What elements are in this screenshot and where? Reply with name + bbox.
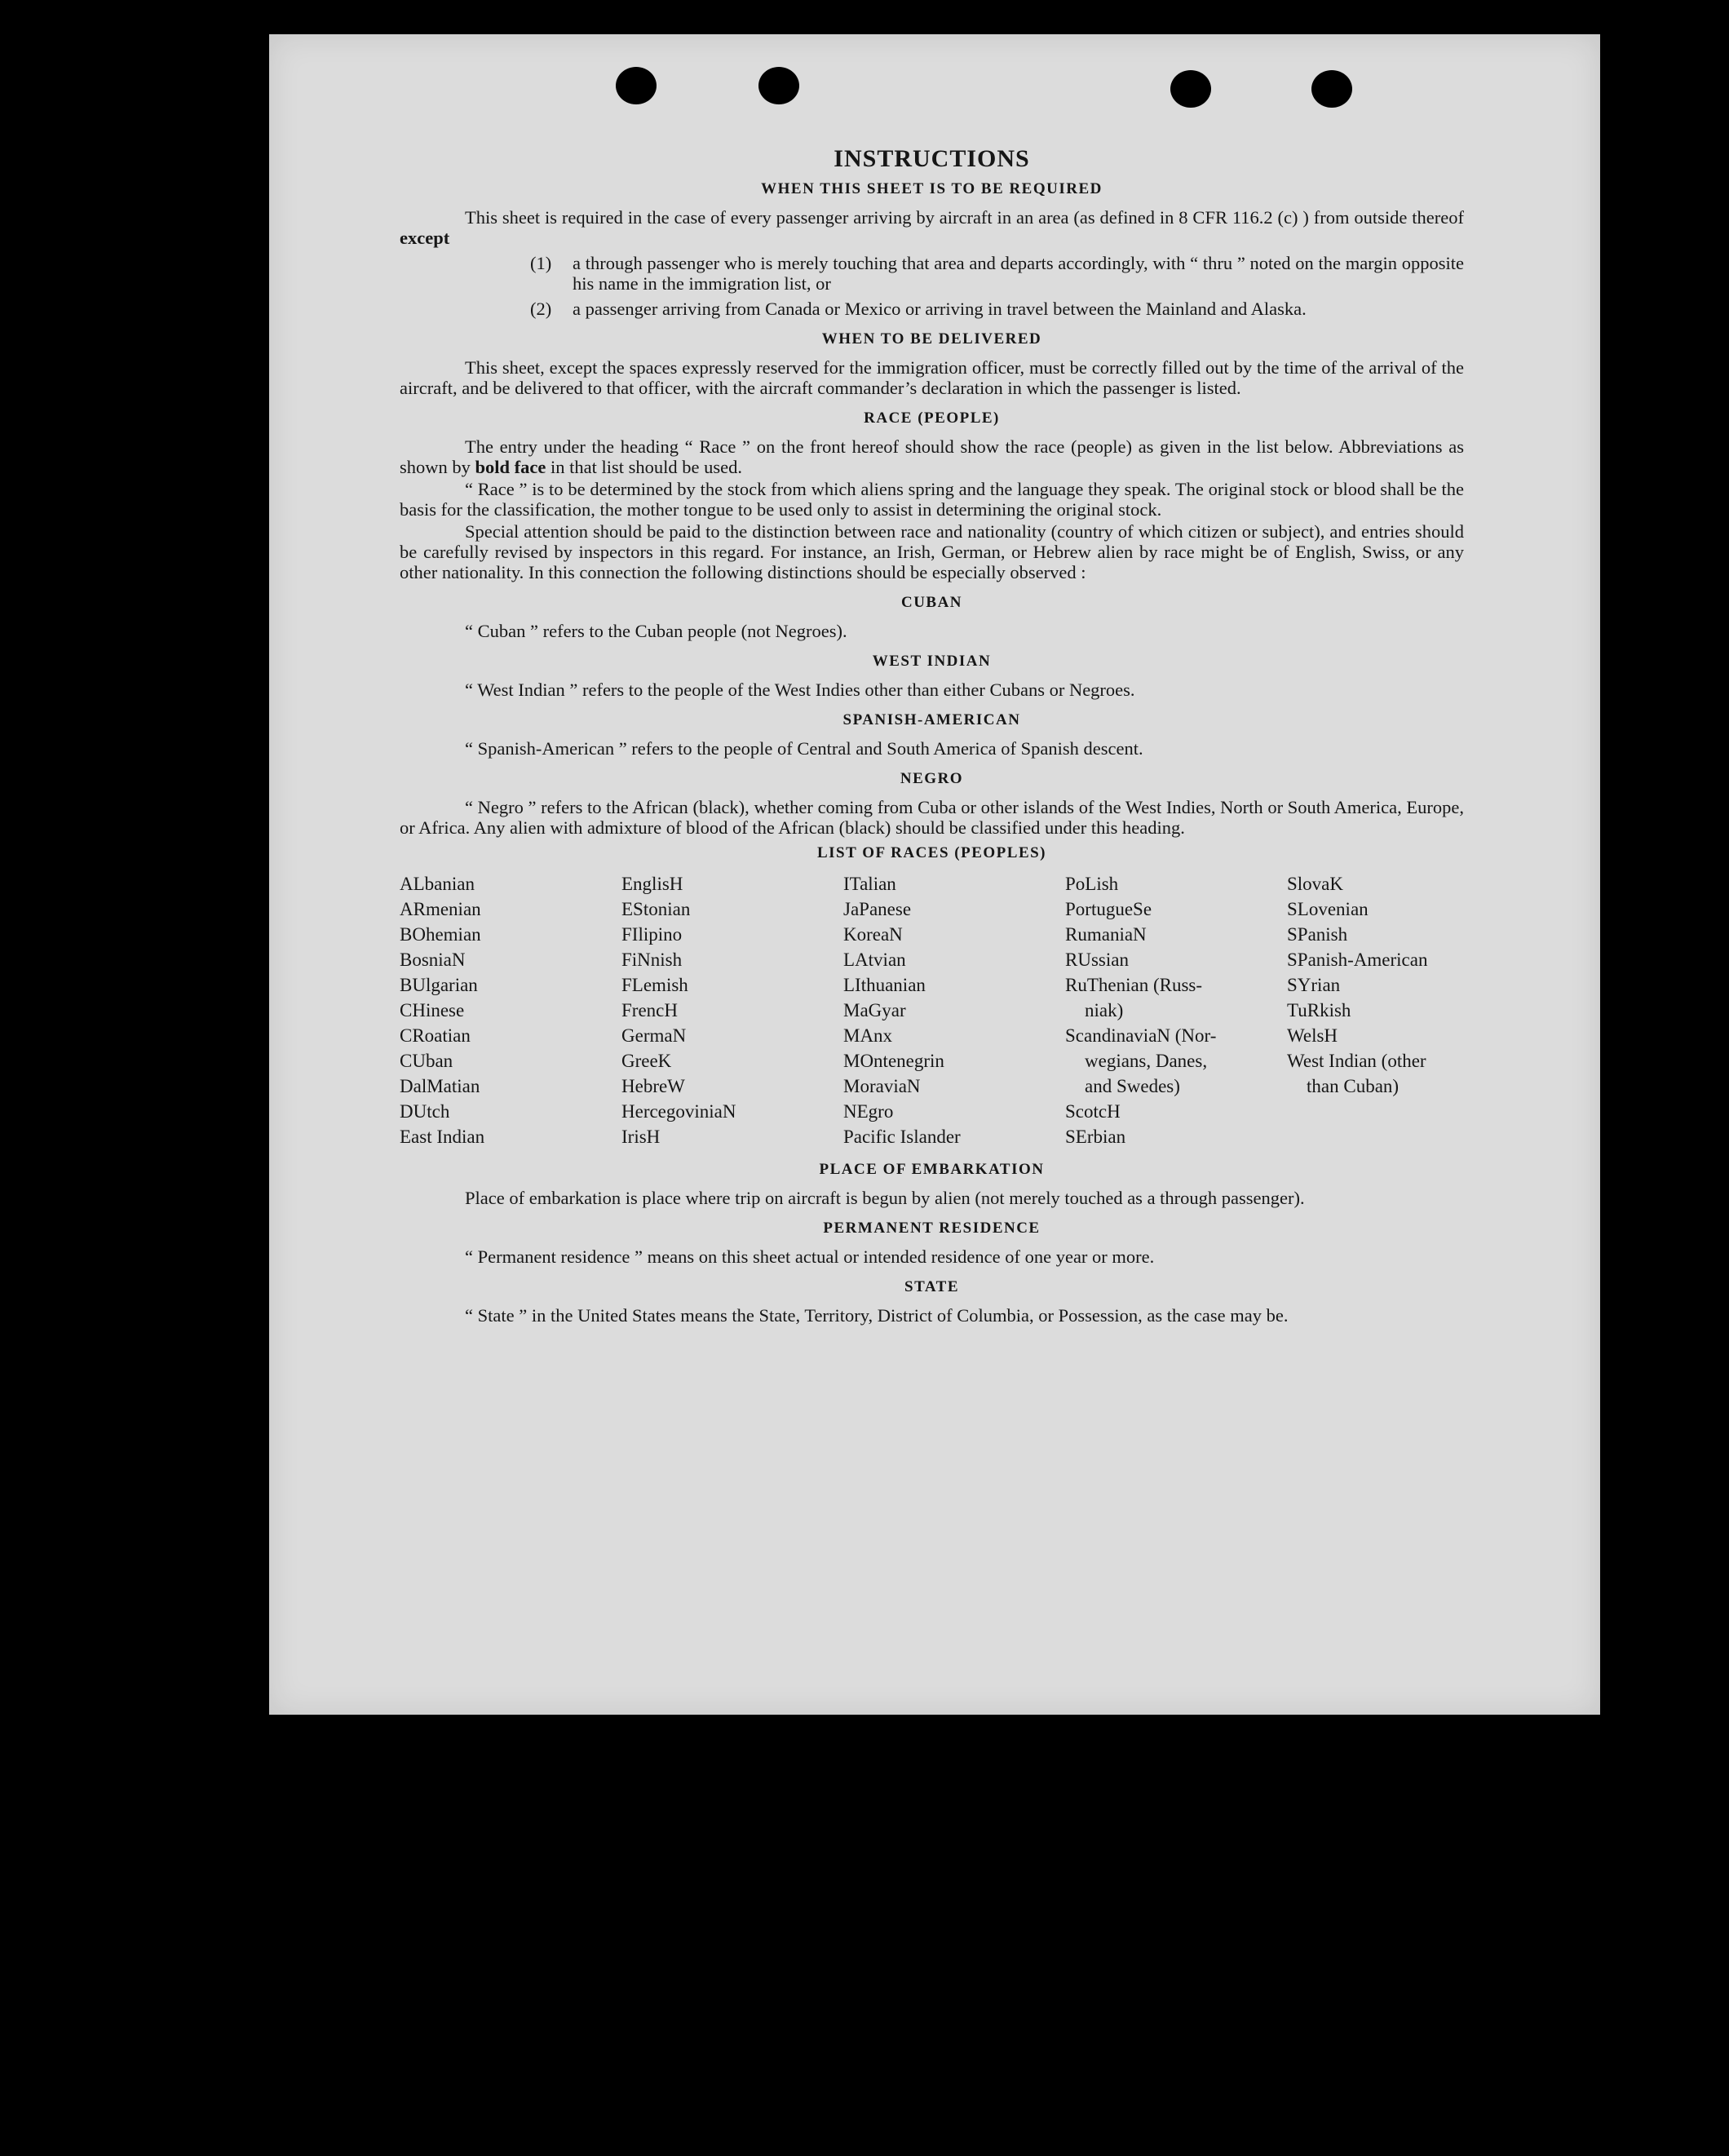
race-item: CRoatian [400,1025,471,1046]
race-item: BosniaN [400,950,466,970]
race-item: HercegoviniaN [621,1101,736,1122]
race-item: FIlipino [621,924,683,945]
exception-item-1: (1) a through passenger who is merely touching that area and departs accordingly, with “ thru ” noted on the margin opposite his name in the immigration list, or [530,253,1464,294]
heading-state: STATE [904,1278,959,1295]
race-item: BUlgarian [400,975,478,995]
races-column-1 [400,871,621,1149]
race-item-continuation: niak) [1085,1000,1124,1020]
race-item: DalMatian [400,1076,480,1096]
heading-embarkation: PLACE OF EMBARKATION [819,1161,1045,1178]
race-item: SYrian [1287,975,1341,995]
punch-hole [758,67,799,104]
race-item: SLovenian [1287,899,1369,919]
heading-list-of-races: LIST OF RACES (PEOPLES) [816,844,1047,861]
race-item: SPanish [1287,924,1348,945]
race-item: ScotcH [1065,1101,1121,1122]
race-item: MoraviaN [843,1076,921,1096]
race-item: LIthuanian [843,975,926,995]
punch-hole [1170,70,1211,108]
race-paragraph-3: Special attention should be paid to the distinction between race and nationality (country of which citizen or subject), and entries should be carefully revised by inspectors in this regard. For instance, an Irish, German, or Hebrew alien by race might be of English, Swiss, or any other nationality. In this connection the following distinctions should be especially observed : [400,521,1464,582]
race-item-continuation: wegians, Danes, [1085,1051,1208,1071]
races-column-3 [843,871,1065,1149]
race-item: ALbanian [400,874,475,894]
race-item: ARmenian [400,899,481,919]
race-item: LAtvian [843,950,906,970]
race-item: RuThenian (Russ- [1065,975,1203,995]
race-item-continuation: and Swedes) [1085,1076,1180,1096]
document-body [400,145,1464,1327]
race-item: TuRkish [1287,1000,1351,1020]
race-item: SErbian [1065,1127,1126,1147]
race-item: GreeK [621,1051,672,1071]
race-item: NEgro [843,1101,894,1122]
state-text: “ State ” in the United States means the State, Territory, District of Columbia, or Possession, as the case may be. [465,1305,1289,1326]
when-required-intro: This sheet is required in the case of every passenger arriving by aircraft in an area (as defined in 8 CFR 116.2 (c) ) from outside thereof except [400,207,1464,248]
heading-west-indian: WEST INDIAN [872,653,992,670]
race-item: JaPanese [843,899,912,919]
negro-text: “ Negro ” refers to the African (black), whether coming from Cuba or other islands of the West Indies, North or South America, Europe, or Africa. Any alien with admixture of blood of the African (black) should be classified under this heading. [400,797,1464,838]
heading-when-delivered: WHEN TO BE DELIVERED [821,330,1042,348]
race-paragraph-1: The entry under the heading “ Race ” on the front hereof should show the race (people) as given in the list below. Abbreviations as shown by bold face in that list should be used. [400,436,1464,477]
instruction-sheet [269,34,1600,1715]
heading-negro: NEGRO [900,770,964,787]
race-item: RUssian [1065,950,1129,970]
race-item: CHinese [400,1000,465,1020]
race-item: SPanish-American [1287,950,1428,970]
punch-hole [616,67,657,104]
race-item: Pacific Islander [843,1127,961,1147]
race-item-continuation: than Cuban) [1307,1076,1400,1096]
race-item: East Indian [400,1127,485,1147]
race-item: DUtch [400,1101,450,1122]
heading-permanent-residence: PERMANENT RESIDENCE [823,1220,1041,1237]
exception-item-2: (2) a passenger arriving from Canada or Mexico or arriving in travel between the Mainland and Alaska. [530,299,1307,319]
heading-race: RACE (PEOPLE) [864,410,1000,427]
embarkation-text: Place of embarkation is place where trip on aircraft is begun by alien (not merely touched as a through passenger). [465,1188,1305,1208]
race-item: EStonian [621,899,691,919]
races-list [400,871,1464,1149]
race-item: PoLish [1065,874,1119,894]
races-column-2 [621,871,843,1149]
race-item: RumaniaN [1065,924,1147,945]
race-item: GermaN [621,1025,687,1046]
race-item: CUban [400,1051,453,1071]
race-item: HebreW [621,1076,685,1096]
race-item: MaGyar [843,1000,906,1020]
race-item: BOhemian [400,924,481,945]
race-item: MAnx [843,1025,893,1046]
spanish-american-text: “ Spanish-American ” refers to the people of Central and South America of Spanish descent. [465,738,1143,759]
race-item: MOntenegrin [843,1051,944,1071]
permanent-residence-text: “ Permanent residence ” means on this sheet actual or intended residence of one year or more. [465,1246,1155,1267]
race-item: IrisH [621,1127,661,1147]
race-item: ScandinaviaN (Nor- [1065,1025,1217,1046]
heading-spanish-american: SPANISH-AMERICAN [842,711,1021,728]
race-item: FiNnish [621,950,683,970]
when-delivered-text: This sheet, except the spaces expressly reserved for the immigration officer, must be correctly filled out by the time of the arrival of the aircraft, and be delivered to that officer, with the aircraft commander’s declaration in which the passenger is listed. [400,357,1464,398]
race-item: EnglisH [621,874,683,894]
cuban-text: “ Cuban ” refers to the Cuban people (not Negroes). [465,621,847,641]
race-item: KoreaN [843,924,903,945]
race-item: FrencH [621,1000,678,1020]
races-column-4 [1065,871,1287,1149]
race-item: West Indian (other [1287,1051,1426,1071]
west-indian-text: “ West Indian ” refers to the people of the West Indies other than either Cubans or Negroes. [465,680,1135,700]
race-paragraph-2: “ Race ” is to be determined by the stock from which aliens spring and the language they speak. The original stock or blood shall be the basis for the classification, the mother tongue to be used only to assist in determining the original stock. [400,479,1464,520]
race-item: PortugueSe [1065,899,1152,919]
heading-cuban: CUBAN [900,594,963,611]
page-title: INSTRUCTIONS [834,145,1030,172]
race-item: SlovaK [1287,874,1343,894]
races-column-5 [1287,871,1464,1149]
race-item: ITalian [843,874,896,894]
race-item: FLemish [621,975,688,995]
heading-when-required: WHEN THIS SHEET IS TO BE REQUIRED [761,180,1103,197]
punch-hole [1311,70,1352,108]
race-item: WelsH [1287,1025,1338,1046]
